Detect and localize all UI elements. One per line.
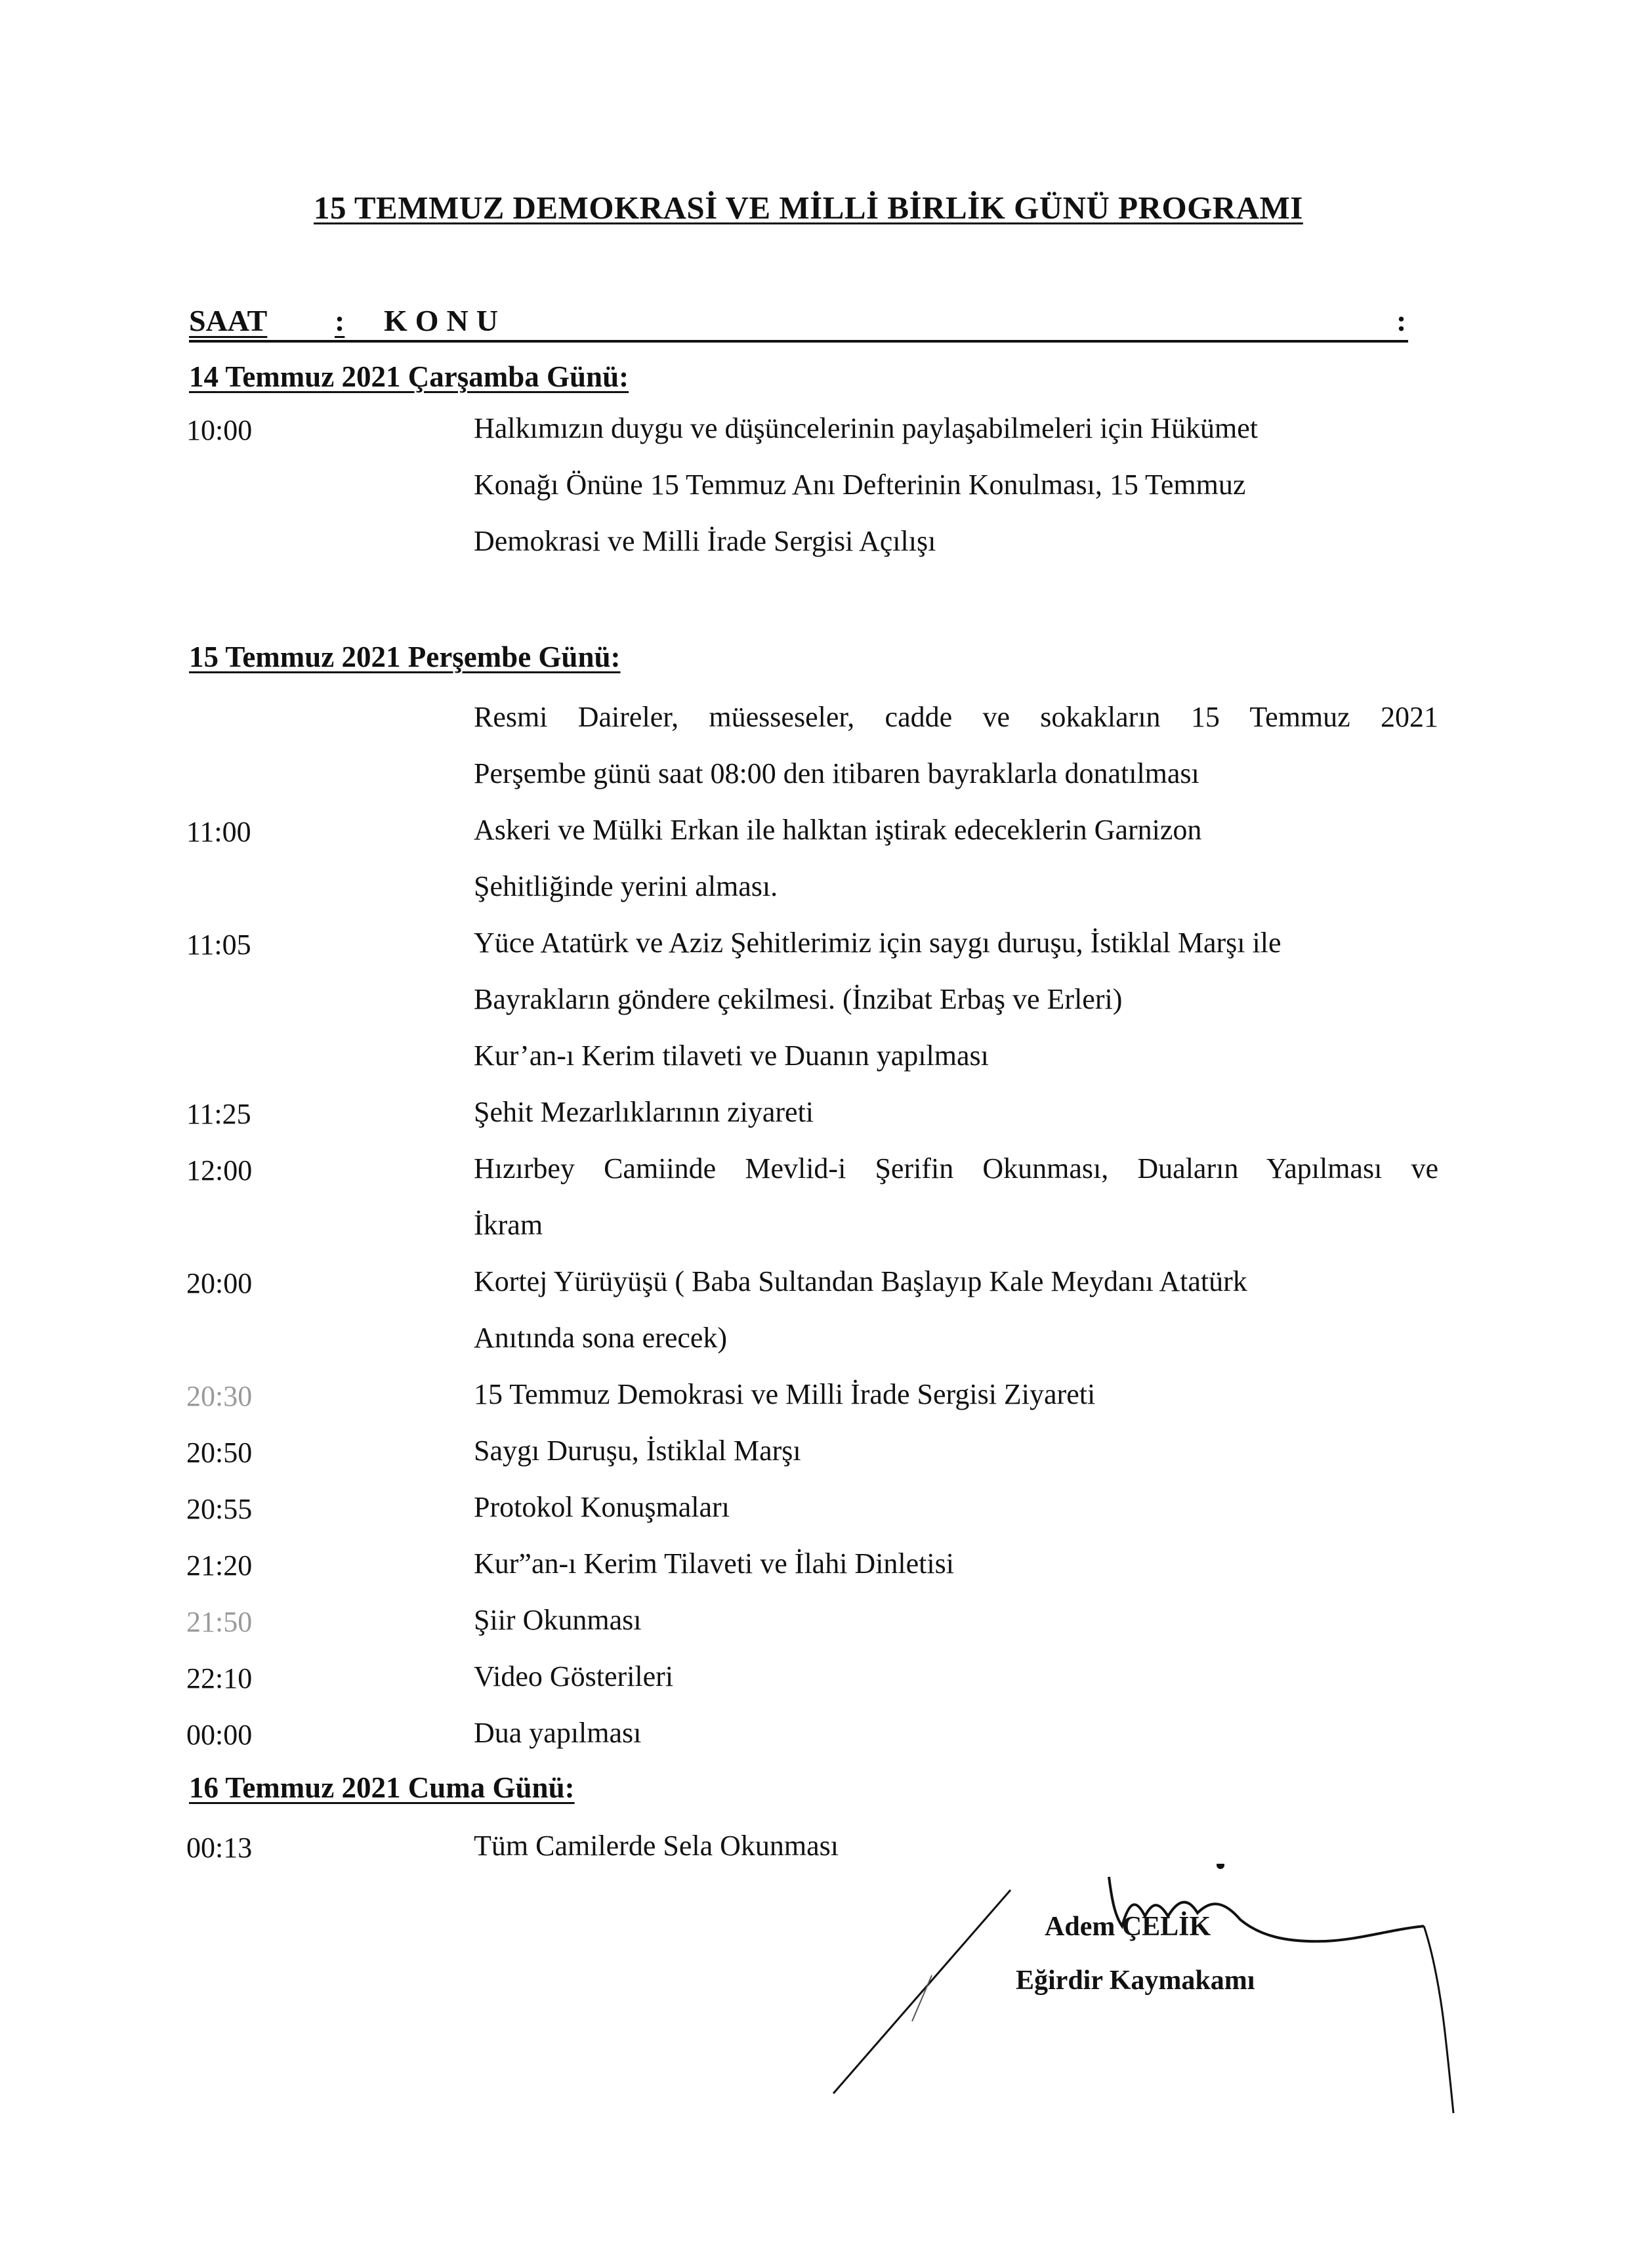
event-line: Video Gösterileri (474, 1660, 674, 1692)
event-time: 21:20 (186, 1549, 253, 1582)
event-time: 12:00 (186, 1154, 253, 1186)
day-heading: 14 Temmuz 2021 Çarşamba Günü: (189, 360, 629, 393)
event-time: 00:00 (186, 1719, 253, 1751)
event-description (474, 1536, 1438, 1592)
event-line: İkram (474, 1209, 543, 1241)
event-line: Kur”an-ı Kerim Tilaveti ve İlahi Dinletisi (474, 1547, 954, 1580)
event-time: 22:10 (186, 1662, 253, 1694)
event-description (474, 1084, 1438, 1141)
event-line: Hızırbey Camiinde Mevlid-i Şerifin Okunması, Duaların Yapılması ve (474, 1152, 1438, 1185)
event-description (474, 1366, 1438, 1423)
day-heading: 16 Temmuz 2021 Cuma Günü: (189, 1771, 575, 1804)
event-line: Halkımızın duygu ve düşüncelerinin paylaşabilmeleri için Hükümet (474, 412, 1259, 444)
day-heading: 15 Temmuz 2021 Perşembe Günü: (189, 640, 621, 673)
event-line: Saygı Duruşu, İstiklal Marşı (474, 1435, 801, 1467)
event-description (474, 1648, 1438, 1705)
event-line: Demokrasi ve Milli İrade Sergisi Açılışı (474, 525, 936, 557)
header-colon: : (335, 304, 345, 337)
event-description (474, 802, 1438, 915)
header-konu: KONU (384, 304, 506, 337)
event-time: 20:55 (186, 1493, 253, 1525)
event-description (474, 1423, 1438, 1479)
event-time: 11:05 (186, 929, 251, 961)
event-time: 20:00 (186, 1267, 253, 1299)
event-line: Şehit Mezarlıklarının ziyareti (474, 1096, 814, 1128)
page-title: 15 TEMMUZ DEMOKRASİ VE MİLLİ BİRLİK GÜNÜ PROGRAMI (314, 190, 1303, 226)
event-description (474, 1592, 1438, 1648)
event-time: 11:00 (186, 816, 251, 848)
event-time: 10:00 (186, 414, 253, 446)
event-description (474, 1479, 1438, 1536)
event-line: Dua yapılması (474, 1717, 642, 1749)
event-description (474, 915, 1438, 1028)
event-line: 15 Temmuz Demokrasi ve Milli İrade Sergisi Ziyareti (474, 1378, 1096, 1410)
event-line: Kortej Yürüyüşü ( Baba Sultandan Başlayıp Kale Meydanı Atatürk (474, 1265, 1247, 1297)
event-description (474, 1705, 1438, 1761)
event-time: 20:30 (186, 1380, 253, 1412)
event-line: Şiir Okunması (474, 1604, 642, 1636)
event-line: Konağı Önüne 15 Temmuz Anı Defterinin Konulması, 15 Temmuz (474, 469, 1246, 501)
event-line: Tüm Camilerde Sela Okunması (474, 1830, 839, 1862)
header-underline (189, 340, 1408, 343)
signatory-title: Eğirdir Kaymakamı (1016, 1965, 1255, 1996)
event-line: Kur’an-ı Kerim tilaveti ve Duanın yapılması (474, 1040, 989, 1072)
header-colon-end: : (1396, 304, 1407, 337)
event-line: Protokol Konuşmaları (474, 1491, 730, 1523)
event-line: Resmi Daireler, müesseseler, cadde ve sokakların 15 Temmuz 2021 (474, 701, 1438, 733)
event-description (474, 1028, 1438, 1084)
event-time: 00:13 (186, 1832, 253, 1864)
event-description (474, 400, 1438, 570)
event-line: Perşembe günü saat 08:00 den itibaren bayraklarla donatılması (474, 757, 1199, 789)
event-line: Anıtında sona erecek) (474, 1322, 728, 1354)
signatory-name: Adem ÇELİK (1045, 1912, 1211, 1942)
event-time: 20:50 (186, 1437, 253, 1469)
event-line: Yüce Atatürk ve Aziz Şehitlerimiz için saygı duruşu, İstiklal Marşı ile (474, 927, 1282, 959)
event-line: Bayrakların göndere çekilmesi. (İnzibat Erbaş ve Erleri) (474, 983, 1123, 1015)
event-description (474, 1141, 1438, 1253)
event-description (474, 1253, 1438, 1366)
event-description (474, 689, 1438, 802)
event-line: Şehitliğinde yerini alması. (474, 870, 778, 902)
header-saat: SAAT (189, 304, 268, 337)
event-line: Askeri ve Mülki Erkan ile halktan iştirak edeceklerin Garnizon (474, 814, 1202, 846)
event-time: 11:25 (186, 1098, 251, 1130)
event-time: 21:50 (186, 1606, 253, 1638)
